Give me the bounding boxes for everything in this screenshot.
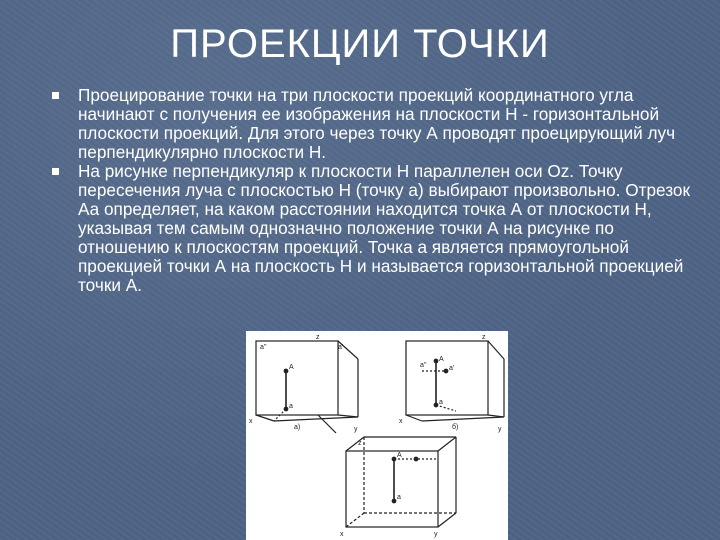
diagram-c bbox=[346, 437, 456, 527]
axis-label: y bbox=[434, 531, 438, 538]
square-bullet-icon bbox=[52, 92, 59, 99]
point-label: A bbox=[289, 364, 294, 371]
bullet-item bbox=[50, 86, 700, 162]
axis-label: z bbox=[316, 334, 320, 341]
bullet-text: Проецирование точки на три плоскости проекций координатного угла начинают с получения ее изображения на плоскости Н - горизонтальной плоскости проекций. Для этого через точку А проводят проецирующий луч перпендикулярно плоскости Н. bbox=[78, 85, 676, 162]
axis-label: x bbox=[340, 531, 344, 538]
projection-diagrams bbox=[246, 331, 508, 540]
point-label: A bbox=[439, 356, 444, 363]
projection-figure bbox=[246, 331, 508, 540]
axis-label: y bbox=[354, 426, 358, 433]
slide-title: ПРОЕКЦИИ ТОЧКИ bbox=[170, 22, 550, 66]
axis-label: x bbox=[399, 418, 403, 425]
diagram-b bbox=[406, 341, 504, 421]
point-label: a' bbox=[338, 344, 344, 351]
bullet-item bbox=[50, 162, 700, 295]
point-label: a'' bbox=[260, 344, 267, 351]
point-label: a bbox=[439, 399, 443, 406]
panel-label: а) bbox=[294, 424, 301, 431]
square-bullet-icon bbox=[52, 168, 59, 175]
point-label: A bbox=[397, 452, 402, 459]
bullet-text: На рисунке перпендикуляр к плоскости Н параллелен оси Oz. Точку пересечения луча с плоскостью Н (точку а) выбирают произвольно. Отрезок Аа определяет, на каком расстоянии находится точка А от плоскости Н, указывая тем самым однозначно положение точки А на рисунке по отношению к плоскостям проекций. Точка а является прямоугольной проекцией точки А на плоскость Н и называется горизонтальной проекцией точки А. bbox=[78, 161, 691, 295]
point-label: a'' bbox=[420, 362, 427, 369]
point-label: a bbox=[289, 403, 293, 410]
axis-label: z bbox=[358, 440, 362, 447]
axis-label: z bbox=[482, 334, 486, 341]
point-label: a bbox=[397, 494, 401, 501]
point-label: a' bbox=[449, 365, 455, 372]
axis-label: y bbox=[498, 426, 502, 433]
bullet-list bbox=[50, 86, 700, 295]
panel-label: б) bbox=[452, 424, 459, 431]
axis-label: x bbox=[249, 418, 253, 425]
